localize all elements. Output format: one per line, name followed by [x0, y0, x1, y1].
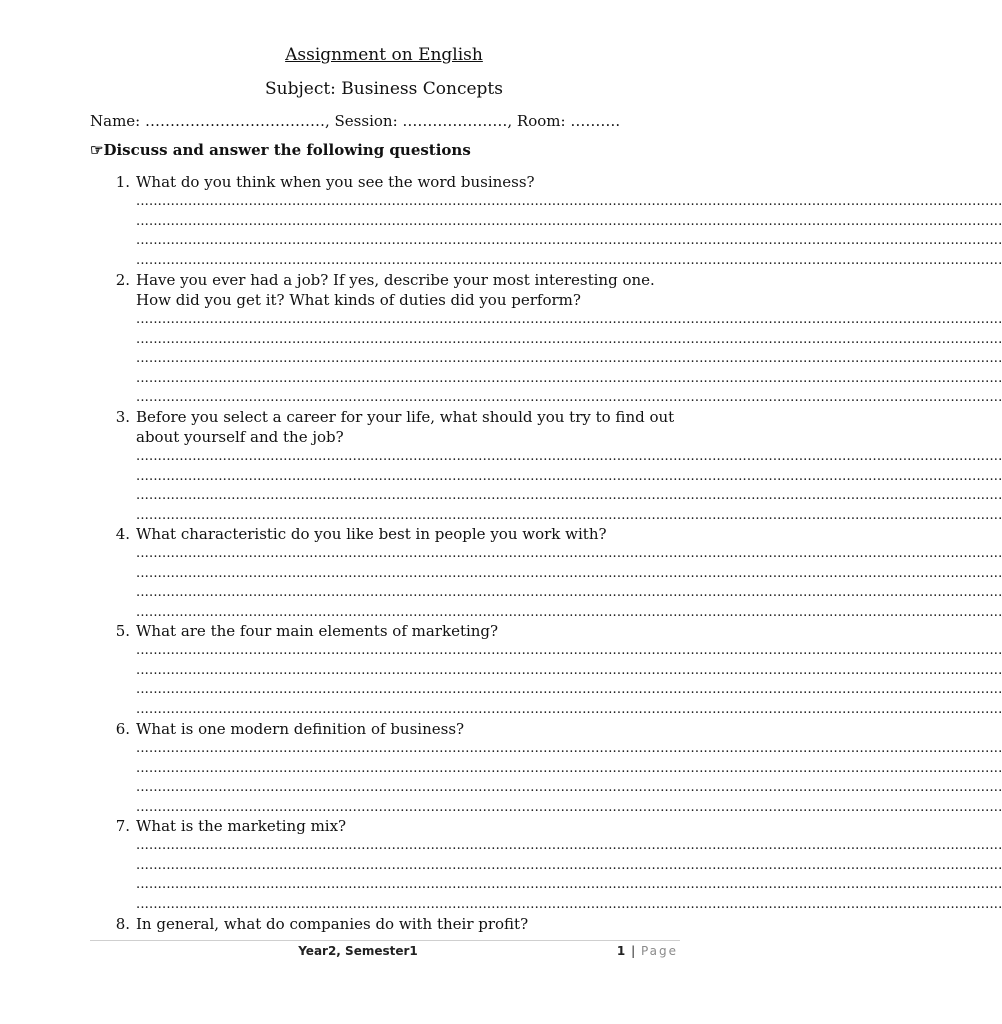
answer-line[interactable]: ........................................................................................................................................................................................................	[136, 857, 1002, 873]
answer-line[interactable]: ........................................................................................................................................................................................................	[136, 877, 1002, 892]
answer-line[interactable]: ........................................................................................................................................................................................................	[136, 741, 1002, 756]
answer-line[interactable]: ........................................................................................................................................................................................................	[136, 662, 1002, 678]
question-text: Have you ever had a job? If yes, describe your most interesting one. How did you get it? What kinds of duties did you perform?	[136, 271, 655, 309]
answer-line[interactable]: ........................................................................................................................................................................................................	[136, 331, 1002, 347]
answer-line[interactable]: ........................................................................................................................................................................................................	[136, 468, 1002, 484]
answer-line[interactable]: ........................................................................................................................................................................................................	[136, 701, 1002, 717]
answer-lines[interactable]	[136, 641, 1002, 719]
question-text: Before you select a career for your life, what should you try to find out about yourself and the job?	[136, 408, 675, 446]
answer-lines[interactable]	[136, 192, 1002, 270]
question-text: What is one modern definition of business?	[136, 720, 465, 738]
question-number: 2.	[115, 271, 130, 289]
answer-lines[interactable]	[136, 739, 1002, 817]
answer-line[interactable]: ........................................................................................................................................................................................................	[136, 351, 1002, 366]
footer-page-indicator	[617, 944, 678, 958]
answer-lines[interactable]	[136, 836, 1002, 914]
question-number: 3.	[115, 408, 130, 426]
answer-line[interactable]: ........................................................................................................................................................................................................	[136, 799, 1002, 815]
answer-lines[interactable]	[136, 447, 1002, 525]
answer-lines[interactable]	[136, 310, 1002, 408]
answer-line[interactable]: ........................................................................................................................................................................................................	[136, 604, 1002, 620]
page-separator: |	[631, 944, 636, 958]
answer-line[interactable]: ........................................................................................................................................................................................................	[136, 252, 1002, 268]
question-number: 8.	[115, 915, 130, 933]
answer-line[interactable]: ........................................................................................................................................................................................................	[136, 390, 1002, 405]
answer-line[interactable]: ........................................................................................................................................................................................................	[136, 585, 1002, 600]
footer-semester: Year2, Semester1	[298, 944, 418, 958]
question-text: What do you think when you see the word business?	[136, 173, 535, 191]
answer-line[interactable]: ........................................................................................................................................................................................................	[136, 896, 1002, 912]
page-label: Page	[640, 944, 678, 958]
answer-line[interactable]: ........................................................................................................................................................................................................	[136, 194, 1002, 209]
assignment-title: Assignment on English	[285, 45, 483, 65]
question-text: In general, what do companies do with their profit?	[136, 915, 529, 933]
name-session-room-line: Name: ………………………………, Session: …………………, Room: ……….	[90, 112, 621, 130]
question-text: What are the four main elements of marketing?	[136, 622, 499, 640]
footer-divider	[90, 940, 680, 941]
answer-line[interactable]: ........................................................................................................................................................................................................	[136, 507, 1002, 523]
answer-lines[interactable]	[136, 544, 1002, 622]
question-number: 4.	[115, 525, 130, 543]
page-number: 1	[616, 944, 626, 958]
answer-line[interactable]: ........................................................................................................................................................................................................	[136, 565, 1002, 581]
question-number: 7.	[115, 817, 130, 835]
answer-line[interactable]: ........................................................................................................................................................................................................	[136, 213, 1002, 229]
answer-line[interactable]: ........................................................................................................................................................................................................	[136, 312, 1002, 327]
answer-line[interactable]: ........................................................................................................................................................................................................	[136, 449, 1002, 464]
answer-line[interactable]: ........................................................................................................................................................................................................	[136, 682, 1002, 697]
question-number: 1.	[115, 173, 130, 191]
answer-line[interactable]: ........................................................................................................................................................................................................	[136, 780, 1002, 795]
answer-line[interactable]: ........................................................................................................................................................................................................	[136, 233, 1002, 248]
answer-line[interactable]: ........................................................................................................................................................................................................	[136, 760, 1002, 776]
answer-line[interactable]: ........................................................................................................................................................................................................	[136, 546, 1002, 561]
question-text: What characteristic do you like best in people you work with?	[136, 525, 607, 543]
question-number: 6.	[115, 720, 130, 738]
answer-line[interactable]: ........................................................................................................................................................................................................	[136, 643, 1002, 658]
answer-line[interactable]: ........................................................................................................................................................................................................	[136, 488, 1002, 503]
subject-subtitle: Subject: Business Concepts	[265, 79, 503, 99]
question-text: What is the marketing mix?	[136, 817, 347, 835]
answer-line[interactable]: ........................................................................................................................................................................................................	[136, 370, 1002, 386]
question-number: 5.	[115, 622, 130, 640]
instructions-heading: ☞Discuss and answer the following questions	[90, 141, 471, 159]
answer-line[interactable]: ........................................................................................................................................................................................................	[136, 838, 1002, 853]
